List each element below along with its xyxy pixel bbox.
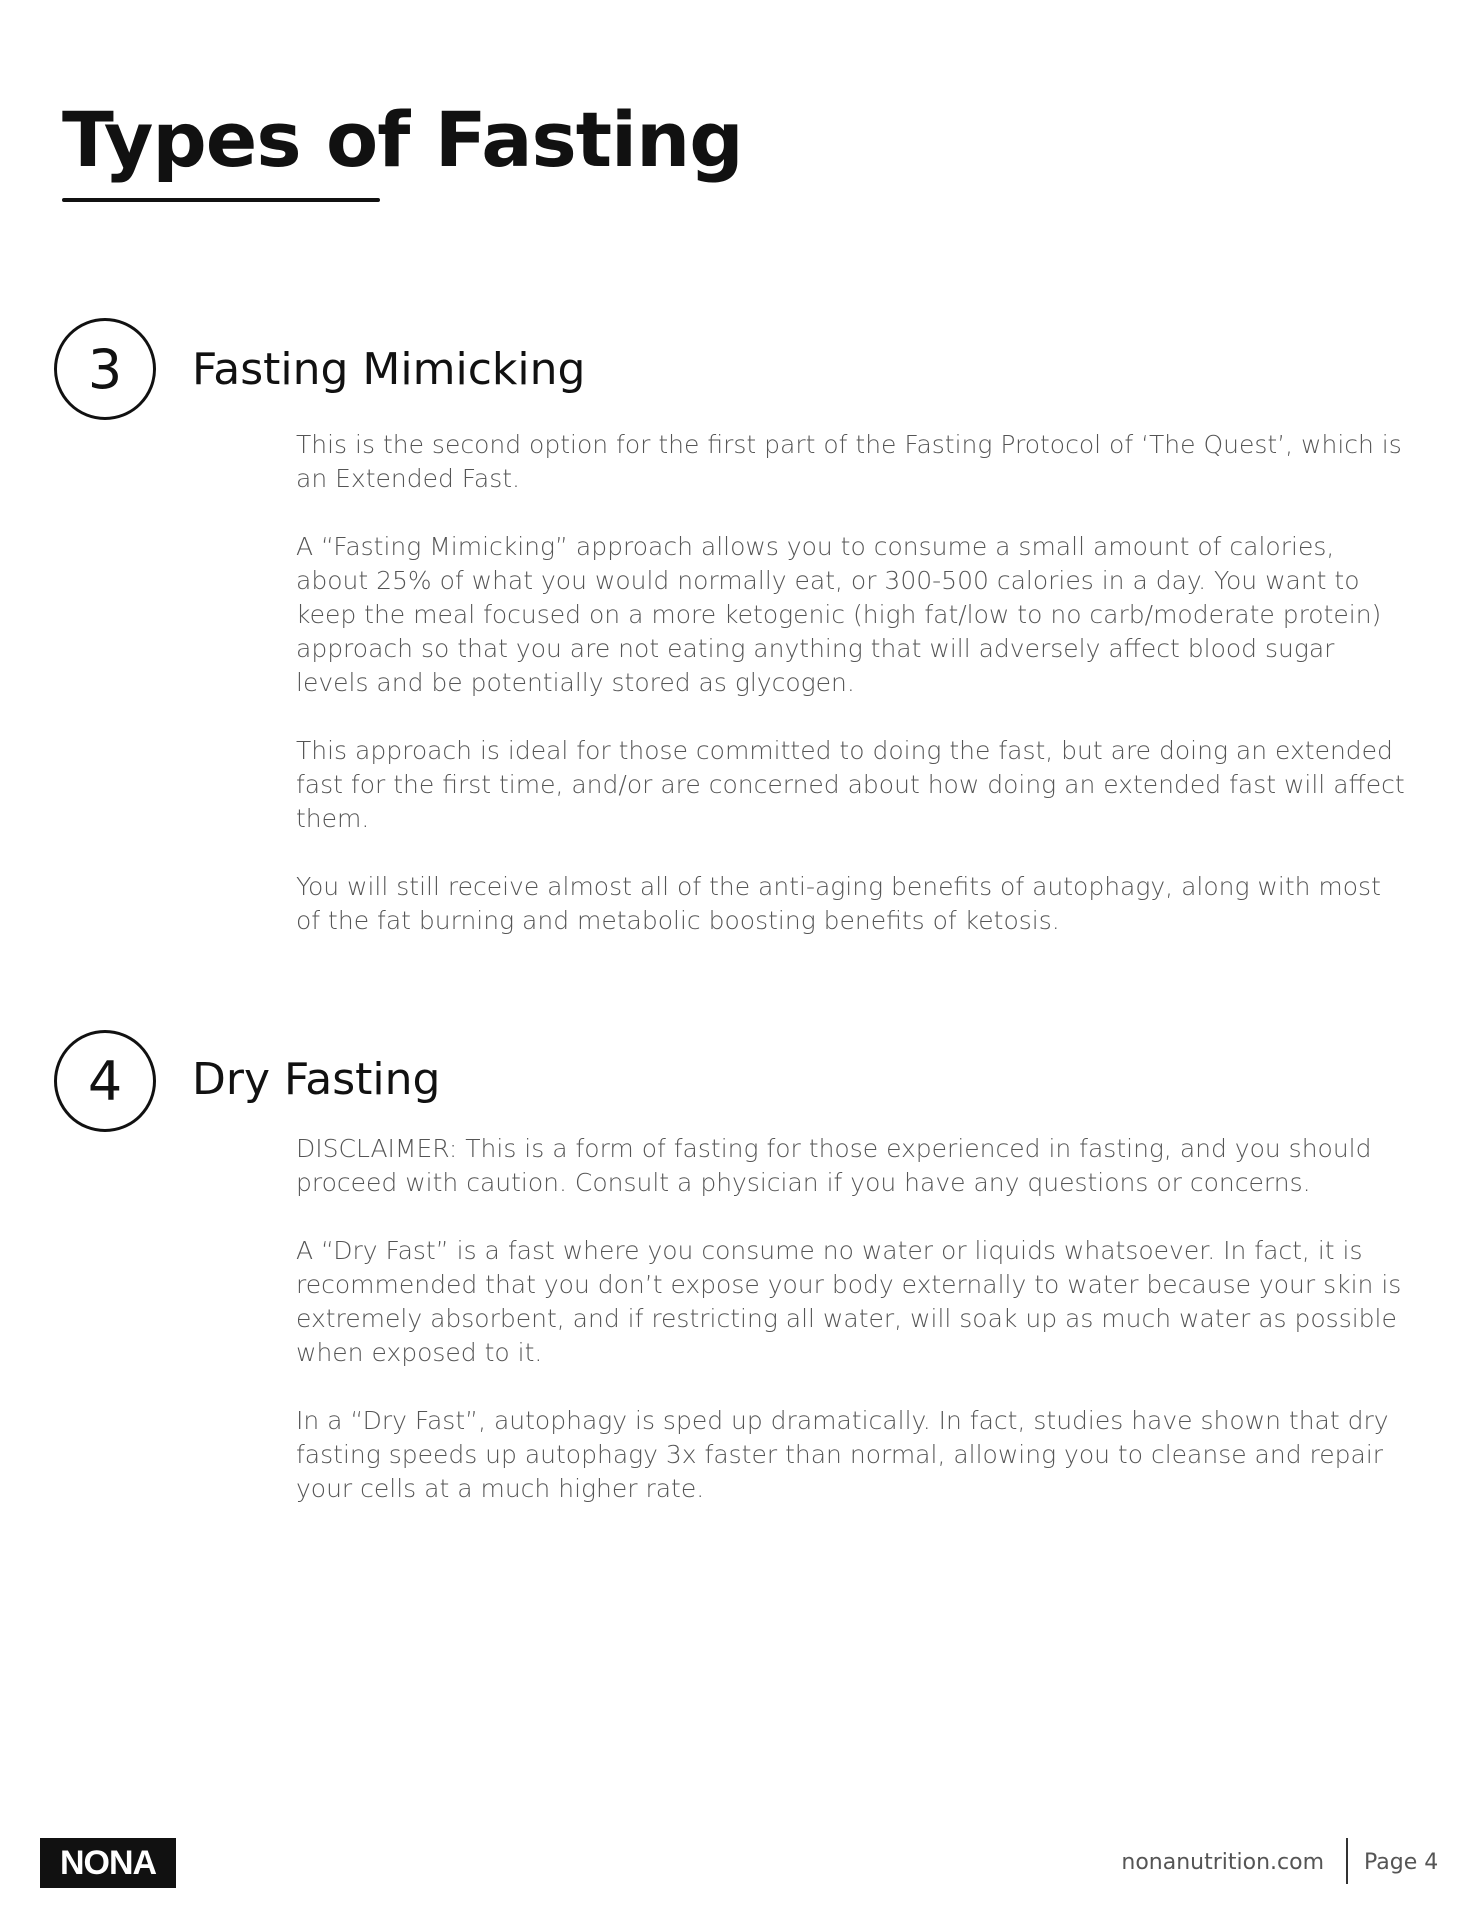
section-body [296, 1132, 1406, 1540]
section-number-badge [54, 318, 156, 420]
paragraph: This approach is ideal for those committed to doing the fast, but are doing an extended fast for the first time, and/or are concerned about how doing an extended fast will affect them. [296, 736, 1405, 833]
section-number-badge [54, 1030, 156, 1132]
nona-logo: NONA [40, 1838, 176, 1888]
section-heading: Fasting Mimicking [192, 344, 586, 395]
page-title: Types of Fasting [62, 95, 743, 184]
paragraph: You will still receive almost all of the anti-aging benefits of autophagy, along with most of the fat burning and metabolic boosting benefits of ketosis. [296, 872, 1381, 935]
section-number: 4 [87, 1049, 123, 1113]
paragraph: DISCLAIMER: This is a form of fasting for those experienced in fasting, and you should proceed with caution. Consult a physician if you have any questions or concerns. [296, 1134, 1372, 1197]
paragraph: A “Dry Fast” is a fast where you consume no water or liquids whatsoever. In fact, it is recommended that you don’t expose your body externally to water because your skin is extremely absorbent, and if restricting all water, will soak up as much water as possible when exposed to it. [296, 1236, 1402, 1367]
paragraph: A “Fasting Mimicking” approach allows you to consume a small amount of calories, about 25% of what you would normally eat, or 300-500 calories in a day. You want to keep the meal focused on a more ketogenic (high fat/low to no carb/moderate protein) approach so that you are not eating anything that will adversely affect blood sugar levels and be potentially stored as glycogen. [296, 532, 1382, 697]
section-number: 3 [87, 337, 123, 401]
section-body [296, 428, 1406, 972]
footer-website[interactable]: nonanutrition.com [1121, 1850, 1324, 1875]
section-heading: Dry Fasting [192, 1054, 441, 1105]
footer-divider [1346, 1838, 1348, 1884]
page-number: Page 4 [1364, 1850, 1439, 1875]
title-underline [62, 198, 380, 202]
paragraph: This is the second option for the first part of the Fasting Protocol of ‘The Quest’, which is an Extended Fast. [296, 430, 1402, 493]
paragraph: In a “Dry Fast”, autophagy is sped up dramatically. In fact, studies have shown that dry fasting speeds up autophagy 3x faster than normal, allowing you to cleanse and repair your cells at a much higher rate. [296, 1406, 1389, 1503]
